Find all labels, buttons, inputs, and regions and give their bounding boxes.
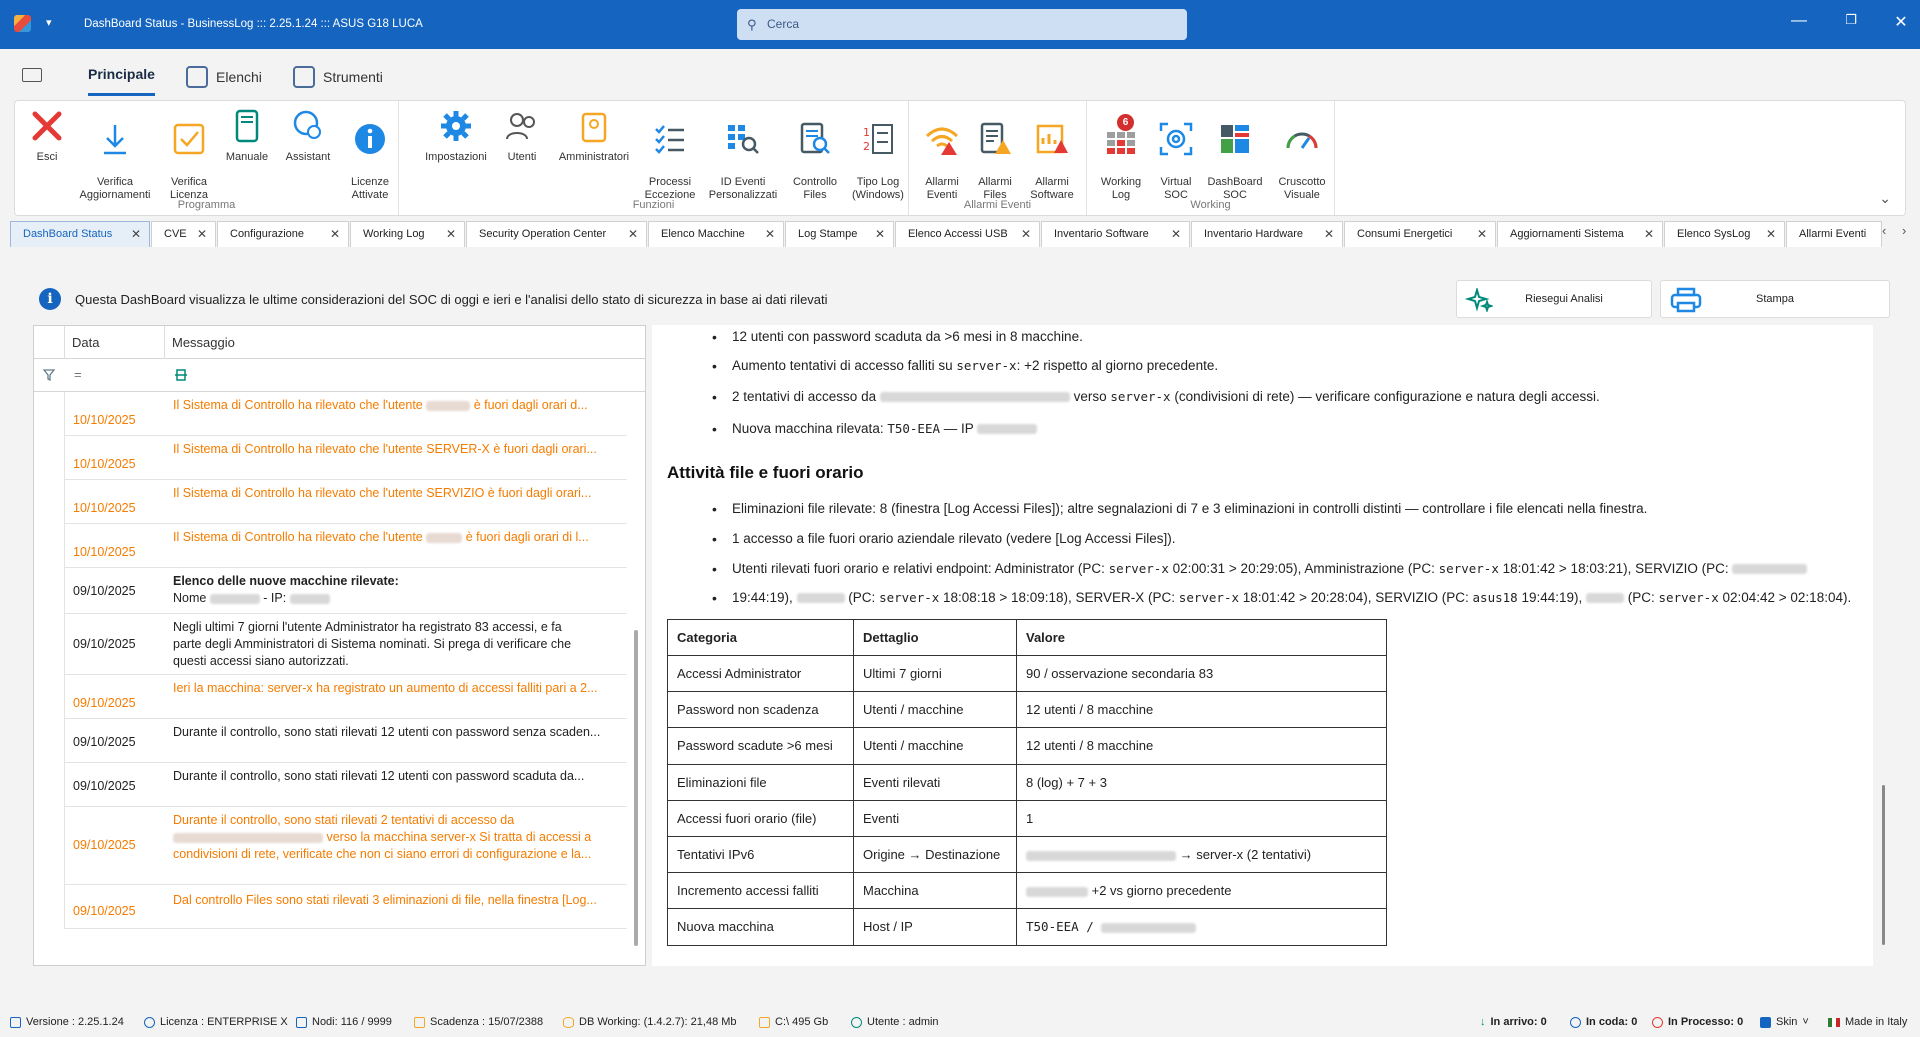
printer-icon — [1669, 287, 1703, 313]
tab-elenchi[interactable]: Elenchi — [186, 66, 262, 88]
doctab-cve[interactable]: CVE ✕ — [151, 221, 216, 247]
info-message: Questa DashBoard visualizza le ultime considerazioni del SOC di oggi e ieri e l'analisi dello stato di sicurezza in base ai dati rilevati — [75, 292, 828, 307]
assistant-button[interactable]: Assistant — [277, 107, 339, 164]
tab-strumenti[interactable]: Strumenti — [293, 66, 383, 88]
manuale-button[interactable]: Manuale — [219, 107, 275, 164]
report-bullet: • 2 tentativi di accesso da verso server-x (condivisioni di rete) — verificare configurazione e natura degli accessi. — [732, 388, 1600, 406]
id-eventi-personalizzati-button[interactable]: ID Eventi Personalizzati — [703, 107, 783, 201]
info-circle-icon — [351, 120, 389, 158]
table-row: Password scadute >6 mesi Utenti / macchine 12 utenti / 8 macchine — [668, 728, 1387, 764]
close-tab-icon[interactable]: ✕ — [1765, 227, 1776, 241]
close-tab-icon[interactable]: ✕ — [445, 227, 456, 241]
report-panel — [652, 325, 1873, 966]
summary-table — [667, 619, 1387, 946]
search-icon: ⚲ — [747, 17, 757, 32]
scan-eye-icon — [1157, 120, 1195, 158]
redacted-text — [173, 833, 323, 843]
group-funzioni: Impostazioni Utenti Amministratori Processi Eccezione ID Eventi Personalizzati Controllo Files 1 2 Tipo Log (Windows) Funzioni — [399, 101, 909, 215]
checklist-icon — [651, 120, 689, 158]
redacted-text — [210, 594, 260, 604]
close-tab-icon[interactable]: ✕ — [130, 227, 141, 241]
section-heading: Attività file e fuori orario — [667, 463, 864, 482]
user-license-icon — [144, 1017, 155, 1028]
close-tab-icon[interactable]: ✕ — [196, 227, 207, 241]
redacted-text — [426, 533, 462, 543]
maximize-button[interactable]: ❐ — [1845, 12, 1857, 27]
skin-selector[interactable]: Skin ˅ — [1760, 1016, 1809, 1028]
app-logo-icon[interactable] — [14, 15, 31, 32]
dashboard-grid-icon — [1216, 120, 1254, 158]
dashboard-soc-button[interactable]: DashBoard SOC — [1203, 107, 1267, 201]
list-scrollbar[interactable] — [634, 630, 638, 946]
report-bullet: • 1 accesso a file fuori orario aziendale rilevato (vedere [Log Accessi Files]). — [732, 530, 1175, 548]
italy-flag-icon — [1828, 1018, 1840, 1027]
title-bar — [0, 0, 1920, 49]
list-braces-icon — [186, 66, 208, 88]
calendar-icon — [414, 1017, 425, 1028]
report-bullet: • Utenti rilevati fuori orario e relativi endpoint: Administrator (PC: server-x 02:00:31 > 20:29:05), Amministrazione (PC: server-x 18:01:42 > 18:03:21), SERVIZIO (PC: — [732, 560, 1862, 578]
window-title: DashBoard Status - BusinessLog ::: 2.25.1.24 ::: ASUS G18 LUCA — [84, 18, 423, 30]
gear-icon — [437, 107, 475, 145]
table-row: Tentativi IPv6 Origine → Destinazione → server-x (2 tentativi) — [668, 836, 1387, 872]
doctab-log-stampe[interactable]: Log Stampe ✕ — [785, 221, 894, 247]
table-row[interactable]: 09/10/2025 Durante il controllo, sono stati rilevati 12 utenti con password scaduta da... — [64, 763, 627, 807]
list-header — [34, 326, 645, 359]
group-working: 6 Working Log Virtual SOC DashBoard SOC Cruscotto Visuale Working — [1087, 101, 1335, 215]
status-bar — [0, 1005, 1920, 1037]
file-alert-icon — [976, 120, 1014, 158]
checkbox-icon — [170, 120, 208, 158]
redacted-text — [797, 593, 845, 603]
chart-alert-icon — [1033, 120, 1071, 158]
table-row[interactable]: 10/10/2025 Il Sistema di Controllo ha rilevato che l'utente è fuori dagli orari di l... — [64, 524, 627, 568]
users-icon — [503, 107, 541, 145]
filter-icon[interactable] — [43, 369, 55, 381]
redacted-text — [1101, 923, 1196, 933]
table-row: Accessi fuori orario (file) Eventi 1 — [668, 800, 1387, 836]
close-tab-icon[interactable]: ✕ — [627, 227, 638, 241]
esci-button[interactable]: Esci — [19, 107, 75, 164]
redacted-text — [290, 594, 330, 604]
column-header-data[interactable]: Data — [72, 335, 100, 350]
table-row[interactable]: 10/10/2025 Il Sistema di Controllo ha rilevato che l'utente SERVIZIO è fuori dagli orari... — [64, 480, 627, 524]
close-tab-icon[interactable]: ✕ — [1476, 227, 1487, 241]
doctab-working-log[interactable]: Working Log ✕ — [350, 221, 465, 247]
report-scrollbar[interactable] — [1882, 785, 1885, 945]
doctab-configurazione[interactable]: Configurazione ✕ — [217, 221, 349, 247]
file-search-icon — [796, 120, 834, 158]
table-row: Incremento accessi falliti Macchina +2 vs giorno precedente — [668, 873, 1387, 909]
book-icon — [228, 107, 266, 145]
close-tab-icon[interactable]: ✕ — [874, 227, 885, 241]
stampa-button[interactable]: Stampa — [1660, 280, 1890, 318]
allarmi-files-button[interactable]: Allarmi Files — [971, 107, 1019, 201]
processing-icon — [1652, 1017, 1663, 1028]
filter-row — [34, 359, 645, 392]
redacted-text — [977, 424, 1037, 434]
queue-icon — [1570, 1017, 1581, 1028]
layout-menu-icon[interactable] — [22, 68, 42, 82]
allarmi-software-button[interactable]: Allarmi Software — [1021, 107, 1083, 201]
disk-icon — [759, 1017, 770, 1028]
filter-contains-icon[interactable] — [174, 369, 188, 381]
close-tab-icon[interactable]: ✕ — [1020, 227, 1031, 241]
doctab-elenco-accessi-usb[interactable]: Elenco Accessi USB ✕ — [895, 221, 1040, 247]
report-bullet: • Nuova macchina rilevata: T50-EEA — IP — [732, 420, 1037, 438]
close-tab-icon[interactable]: ✕ — [329, 227, 340, 241]
riesegui-analisi-button[interactable]: Riesegui Analisi — [1456, 280, 1652, 318]
verifica-aggiornamenti-button[interactable]: Verifica Aggiornamenti — [75, 107, 155, 201]
table-row: Accessi Administrator Ultimi 7 giorni 90 / osservazione secondaria 83 — [668, 656, 1387, 692]
status-disk: C:\ 495 Gb — [759, 1016, 828, 1028]
chevron-down-icon: ˅ — [1802, 1016, 1809, 1028]
arrow-down-icon: ↓ — [1480, 1016, 1486, 1028]
doctab-aggiornamenti-sistema[interactable]: Aggiornamenti Sistema ✕ — [1497, 221, 1663, 247]
processi-eccezione-button[interactable]: Processi Eccezione — [639, 107, 701, 201]
table-row: Eliminazioni file Eventi rilevati 8 (log) + 7 + 3 — [668, 764, 1387, 800]
virtual-soc-button[interactable]: Virtual SOC — [1151, 107, 1201, 201]
user-icon — [851, 1017, 862, 1028]
search-input[interactable]: ⚲ Cerca — [737, 9, 1187, 40]
ribbon-panel — [14, 100, 1906, 216]
status-versione: Versione : 2.25.1.24 — [10, 1016, 124, 1028]
close-window-button[interactable]: ✕ — [1894, 14, 1908, 31]
cube-icon — [296, 1017, 307, 1028]
status-made-in-italy: Made in Italy — [1828, 1016, 1907, 1028]
skin-grid-icon — [1760, 1017, 1771, 1028]
doctab-inventario-hardware[interactable]: Inventario Hardware ✕ — [1191, 221, 1343, 247]
close-tab-icon[interactable]: ✕ — [1643, 227, 1654, 241]
utenti-button[interactable]: Utenti — [495, 107, 549, 164]
status-scadenza: Scadenza : 15/07/2388 — [414, 1016, 543, 1028]
info-bar — [30, 280, 1890, 318]
table-row[interactable]: 09/10/2025 Durante il controllo, sono stati rilevati 12 utenti con password senza scaden... — [64, 719, 627, 763]
status-nodi: Nodi: 116 / 9999 — [296, 1016, 392, 1028]
impostazioni-button[interactable]: Impostazioni — [419, 107, 493, 164]
tipo-log-button[interactable]: 1 2 Tipo Log (Windows) — [847, 107, 909, 201]
ribbon-tabs — [0, 49, 1920, 99]
table-row[interactable]: 09/10/2025 Dal controllo Files sono stati rilevati 3 eliminazioni di file, nella finestra [Log... — [64, 885, 627, 929]
report-bullet: • 12 utenti con password scaduta da >6 mesi in 8 macchine. — [732, 328, 1083, 346]
group-programma: Esci Verifica Aggiornamenti Verifica Licenza Manuale Assistant Licenze Attivate Programma — [15, 101, 399, 215]
database-icon — [563, 1017, 574, 1028]
close-x-icon — [28, 107, 66, 145]
ribbon-collapse-chevron-icon[interactable]: ⌄ — [1879, 190, 1891, 206]
redacted-text — [1732, 564, 1807, 574]
doctab-consumi-energetici[interactable]: Consumi Energetici ✕ — [1344, 221, 1496, 247]
doctab-allarmi-eventi[interactable]: Allarmi Eventi — [1786, 221, 1882, 247]
allarmi-eventi-button[interactable]: Allarmi Eventi — [915, 107, 969, 201]
table-row: Nuova macchina Host / IP T50-EEA / — [668, 909, 1387, 945]
minimize-button[interactable]: — — [1791, 12, 1807, 29]
doctab-elenco-syslog[interactable]: Elenco SysLog ✕ — [1664, 221, 1785, 247]
status-db-working: DB Working: (1.4.2.7): 21,48 Mb — [563, 1016, 737, 1028]
table-row: Password non scadenza Utenti / macchine 12 utenti / 8 macchine — [668, 692, 1387, 728]
redacted-text — [880, 392, 1070, 402]
table-header-row: Categoria Dettaglio Valore — [668, 620, 1387, 656]
report-bullet: • Aumento tentativi di accesso falliti su server-x: +2 rispetto al giorno precedente. — [732, 357, 1218, 375]
licenze-attivate-button[interactable]: Licenze Attivate — [341, 107, 399, 201]
status-in-arrivo: ↓ In arrivo: 0 — [1480, 1016, 1547, 1028]
table-row[interactable]: 09/10/2025 Durante il controllo, sono stati rilevati 2 tentativi di accesso da verso la macchina server-x Si tratta di accessi a condivisioni di rete, verificate che non ci siano errori di configurazione e la... — [64, 807, 627, 885]
group-allarmi-eventi: Allarmi Eventi Allarmi Files Allarmi Software Allarmi Eventi — [909, 101, 1087, 215]
status-in-processo: In Processo: 0 — [1652, 1016, 1743, 1028]
amministratori-button[interactable]: Amministratori — [551, 107, 637, 164]
report-bullet: • Eliminazioni file rilevate: 8 (finestra [Log Accessi Files]); altre segnalazioni di 7 e 3 eliminazioni in controlli distinti — controllare i file elencati nella finestra. — [732, 500, 1647, 518]
table-row[interactable]: 09/10/2025 Negli ultimi 7 giorni l'utente Administrator ha registrato 83 accessi, e fa parte degli Amministratori di Sistema nominati. Si prega di verificare che questi accessi siano autorizzati. — [64, 614, 627, 675]
doctab-inventario-software[interactable]: Inventario Software ✕ — [1041, 221, 1190, 247]
download-icon — [96, 120, 134, 158]
info-icon: i — [39, 288, 61, 310]
quick-access-menu-icon[interactable]: ▾ — [46, 17, 52, 29]
status-utente: Utente : admin — [851, 1016, 939, 1028]
message-list-panel — [33, 325, 646, 966]
table-row[interactable]: 09/10/2025 Ieri la macchina: server-x ha registrato un aumento di accessi falliti pari a 2... — [64, 675, 627, 719]
redacted-text — [1026, 851, 1176, 861]
redacted-text — [1026, 887, 1088, 897]
numbered-list-icon — [859, 120, 897, 158]
doctab-dashboard-status[interactable]: DashBoard Status ✕ — [10, 221, 150, 247]
svg-text:1: 1 — [863, 125, 870, 139]
close-tab-icon[interactable]: ✕ — [1323, 227, 1334, 241]
doctab-security-operation-center[interactable]: Security Operation Center ✕ — [466, 221, 647, 247]
redacted-text — [426, 401, 470, 411]
notification-badge: 6 — [1117, 114, 1134, 131]
status-licenza: Licenza : ENTERPRISE X — [144, 1016, 288, 1028]
tabs-scroll-right-icon[interactable]: › — [1902, 223, 1907, 238]
redacted-text — [1586, 593, 1624, 603]
close-tab-icon[interactable]: ✕ — [764, 227, 775, 241]
clipboard-user-icon — [575, 107, 613, 145]
document-tabs — [0, 219, 1920, 247]
sparkle-icon — [1465, 288, 1493, 312]
doctab-elenco-macchine[interactable]: Elenco Macchine ✕ — [648, 221, 784, 247]
cruscotto-visuale-button[interactable]: Cruscotto Visuale — [1271, 107, 1333, 201]
table-row[interactable]: 09/10/2025 Elenco delle nuove macchine rilevate: Nome - IP: — [64, 568, 627, 614]
verifica-licenza-button[interactable]: Verifica Licenza — [163, 107, 215, 201]
controllo-files-button[interactable]: Controllo Files — [785, 107, 845, 201]
tab-principale[interactable]: Principale — [88, 66, 155, 82]
status-in-coda: In coda: 0 — [1570, 1016, 1637, 1028]
wifi-alert-icon — [923, 120, 961, 158]
version-icon — [10, 1017, 21, 1028]
grid-search-icon — [724, 120, 762, 158]
report-bullet-continuation: • 19:44:19), (PC: server-x 18:08:18 > 18:09:18), SERVER-X (PC: server-x 18:01:42 > 20:28:04), SERVIZIO (PC: asus18 19:44:19), (PC: server-x 02:04:42 > 02:18:04). — [732, 589, 1872, 607]
grid-log-icon — [1102, 116, 1140, 158]
tabs-scroll-left-icon[interactable]: ‹ — [1882, 223, 1887, 238]
gauge-icon — [1283, 120, 1321, 158]
working-log-button[interactable]: 6 Working Log — [1093, 107, 1149, 201]
table-row[interactable]: 10/10/2025 Il Sistema di Controllo ha rilevato che l'utente SERVER-X è fuori dagli orari... — [64, 436, 627, 480]
table-row[interactable]: 10/10/2025 Il Sistema di Controllo ha rilevato che l'utente è fuori dagli orari d... — [64, 392, 627, 436]
tools-icon — [293, 66, 315, 88]
column-header-messaggio[interactable]: Messaggio — [172, 335, 235, 350]
close-tab-icon[interactable]: ✕ — [1170, 227, 1181, 241]
filter-equals-icon[interactable]: = — [74, 367, 82, 382]
svg-text:2: 2 — [863, 139, 870, 153]
chat-search-icon — [289, 107, 327, 145]
